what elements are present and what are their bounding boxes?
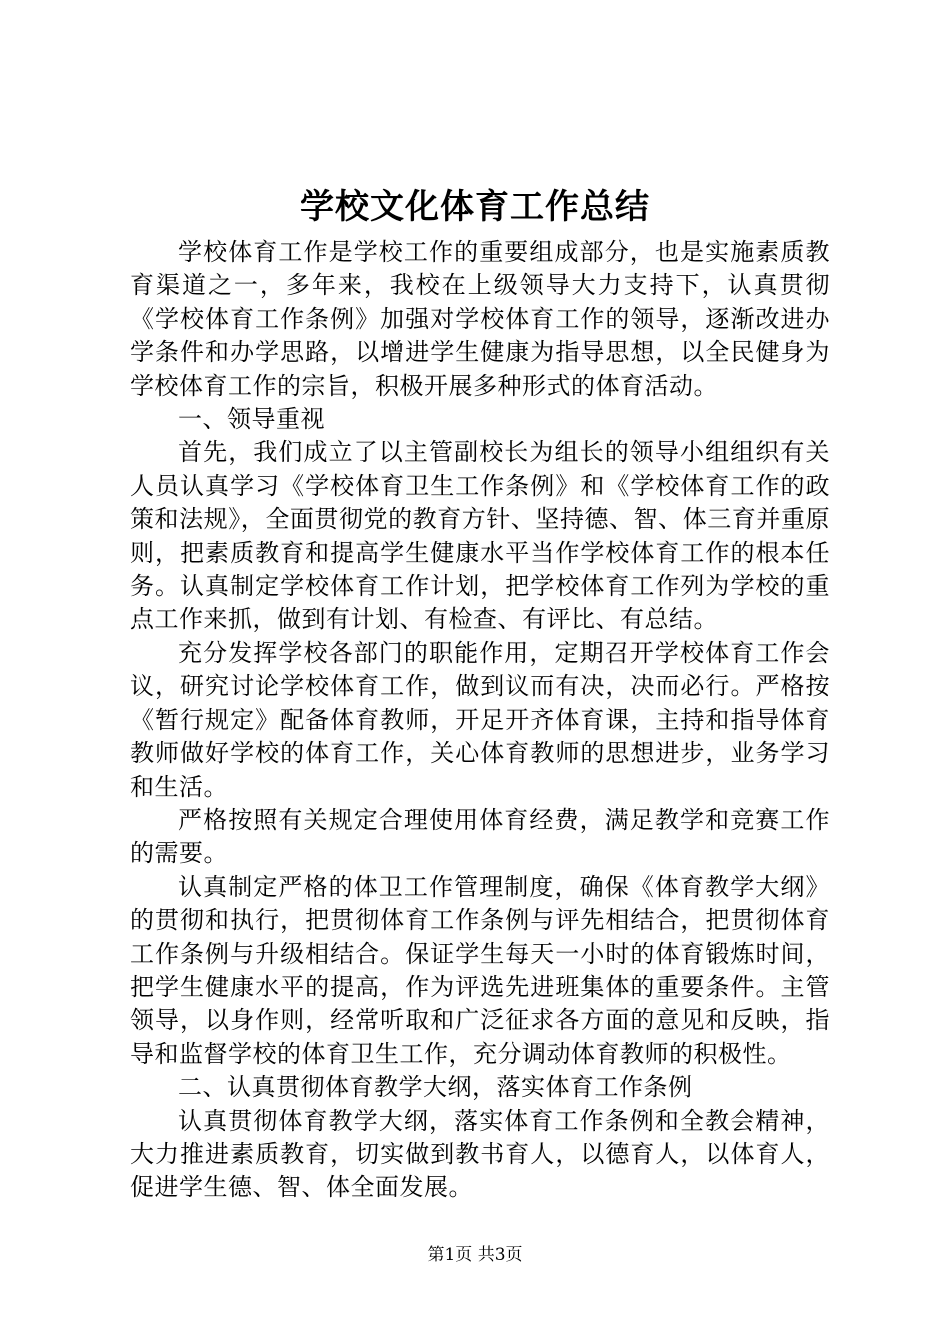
document-body (130, 236, 830, 1205)
paragraph-intro: 学校体育工作是学校工作的重要组成部分，也是实施素质教育渠道之一，多年来，我校在上级领导大力支持下，认真贯彻《学校体育工作条例》加强对学校体育工作的领导，逐渐改进办学条件和办学思路，以增进学生健康为指导思想，以全民健身为学校体育工作的宗旨，积极开展多种形式的体育活动。 (130, 238, 830, 400)
document-title: 学校文化体育工作总结 (300, 187, 650, 227)
page-footer: 第1页 共3页 (427, 1245, 523, 1265)
section-heading-1: 一、领导重视 (178, 405, 325, 434)
paragraph-management: 认真制定严格的体卫工作管理制度，确保《体育教学大纲》的贯彻和执行，把贯彻体育工作条例与评先相结合，把贯彻体育工作条例与升级相结合。保证学生每天一小时的体育锻炼时间，把学生健康水平的提高，作为评选先进班集体的重要条件。主管领导，以身作则，经常听取和广泛征求各方面的意见和反映，指导和监督学校的体育卫生工作，充分调动体育教师的积极性。 (130, 872, 830, 1068)
paragraph-syllabus: 认真贯彻体育教学大纲，落实体育工作条例和全教会精神，大力推进素质教育，切实做到教书育人，以德育人，以体育人，促进学生德、智、体全面发展。 (130, 1106, 830, 1202)
paragraph-departments: 充分发挥学校各部门的职能作用，定期召开学校体育工作会议，研究讨论学校体育工作，做到议而有决，决而必行。严格按《暂行规定》配备体育教师，开足开齐体育课，主持和指导体育教师做好学校的体育工作，关心体育教师的思想进步，业务学习和生活。 (130, 638, 830, 801)
paragraph-leadership: 首先，我们成立了以主管副校长为组长的领导小组组织有关人员认真学习《学校体育卫生工作条例》和《学校体育工作的政策和法规》，全面贯彻党的教育方针、坚持德、智、体三育并重原则，把素质教育和提高学生健康水平当作学校体育工作的根本任务。认真制定学校体育工作计划，把学校体育工作列为学校的重点工作来抓，做到有计划、有检查、有评比、有总结。 (130, 438, 830, 634)
paragraph-funding: 严格按照有关规定合理使用体育经费，满足教学和竞赛工作的需要。 (130, 805, 830, 868)
section-heading-2: 二、认真贯彻体育教学大纲，落实体育工作条例 (178, 1073, 693, 1102)
